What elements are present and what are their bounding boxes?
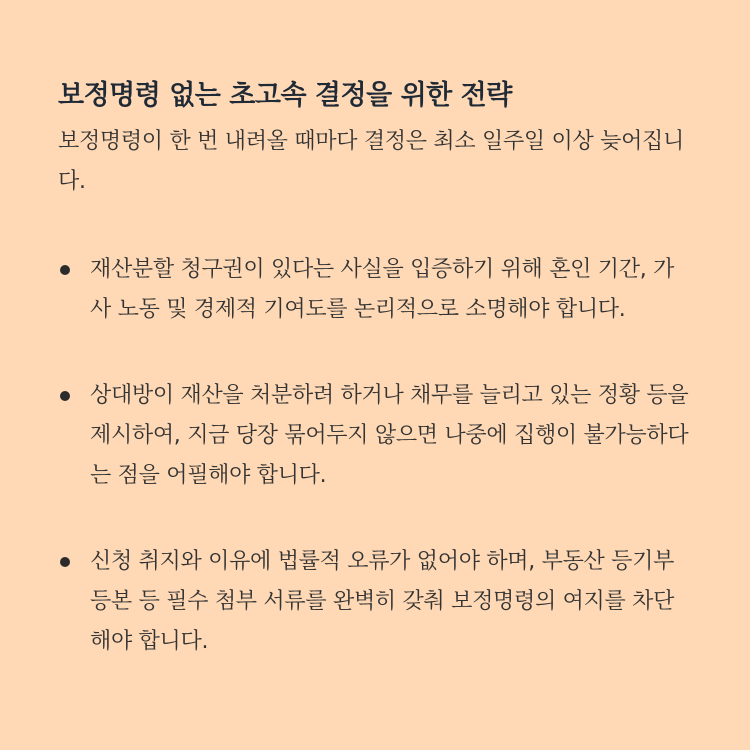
list-item-text: 상대방이 재산을 처분하려 하거나 채무를 늘리고 있는 정황 등을 제시하여, 지금 당장 묶어두지 않으면 나중에 집행이 불가능하다는 점을 어필해야 합니다. [90, 383, 689, 488]
bullet-dot-icon [60, 557, 70, 567]
intro-text: 보정명령이 한 번 내려올 때마다 결정은 최소 일주일 이상 늦어집니다. [58, 129, 684, 194]
list-item [58, 542, 692, 662]
list-item-text: 재산분할 청구권이 있다는 사실을 입증하기 위해 혼인 기간, 가사 노동 및 경제적 기여도를 논리적으로 소명해야 합니다. [90, 257, 675, 322]
page-title: 보정명령 없는 초고속 결정을 위한 전략 [58, 80, 512, 111]
bullet-dot-icon [60, 265, 70, 275]
strategy-list [58, 250, 692, 662]
list-item [58, 250, 692, 330]
bullet-dot-icon [60, 391, 70, 401]
list-item-text: 신청 취지와 이유에 법률적 오류가 없어야 하며, 부동산 등기부등본 등 필수 첨부 서류를 완벽히 갖춰 보정명령의 여지를 차단해야 합니다. [90, 549, 675, 654]
list-item [58, 376, 692, 496]
